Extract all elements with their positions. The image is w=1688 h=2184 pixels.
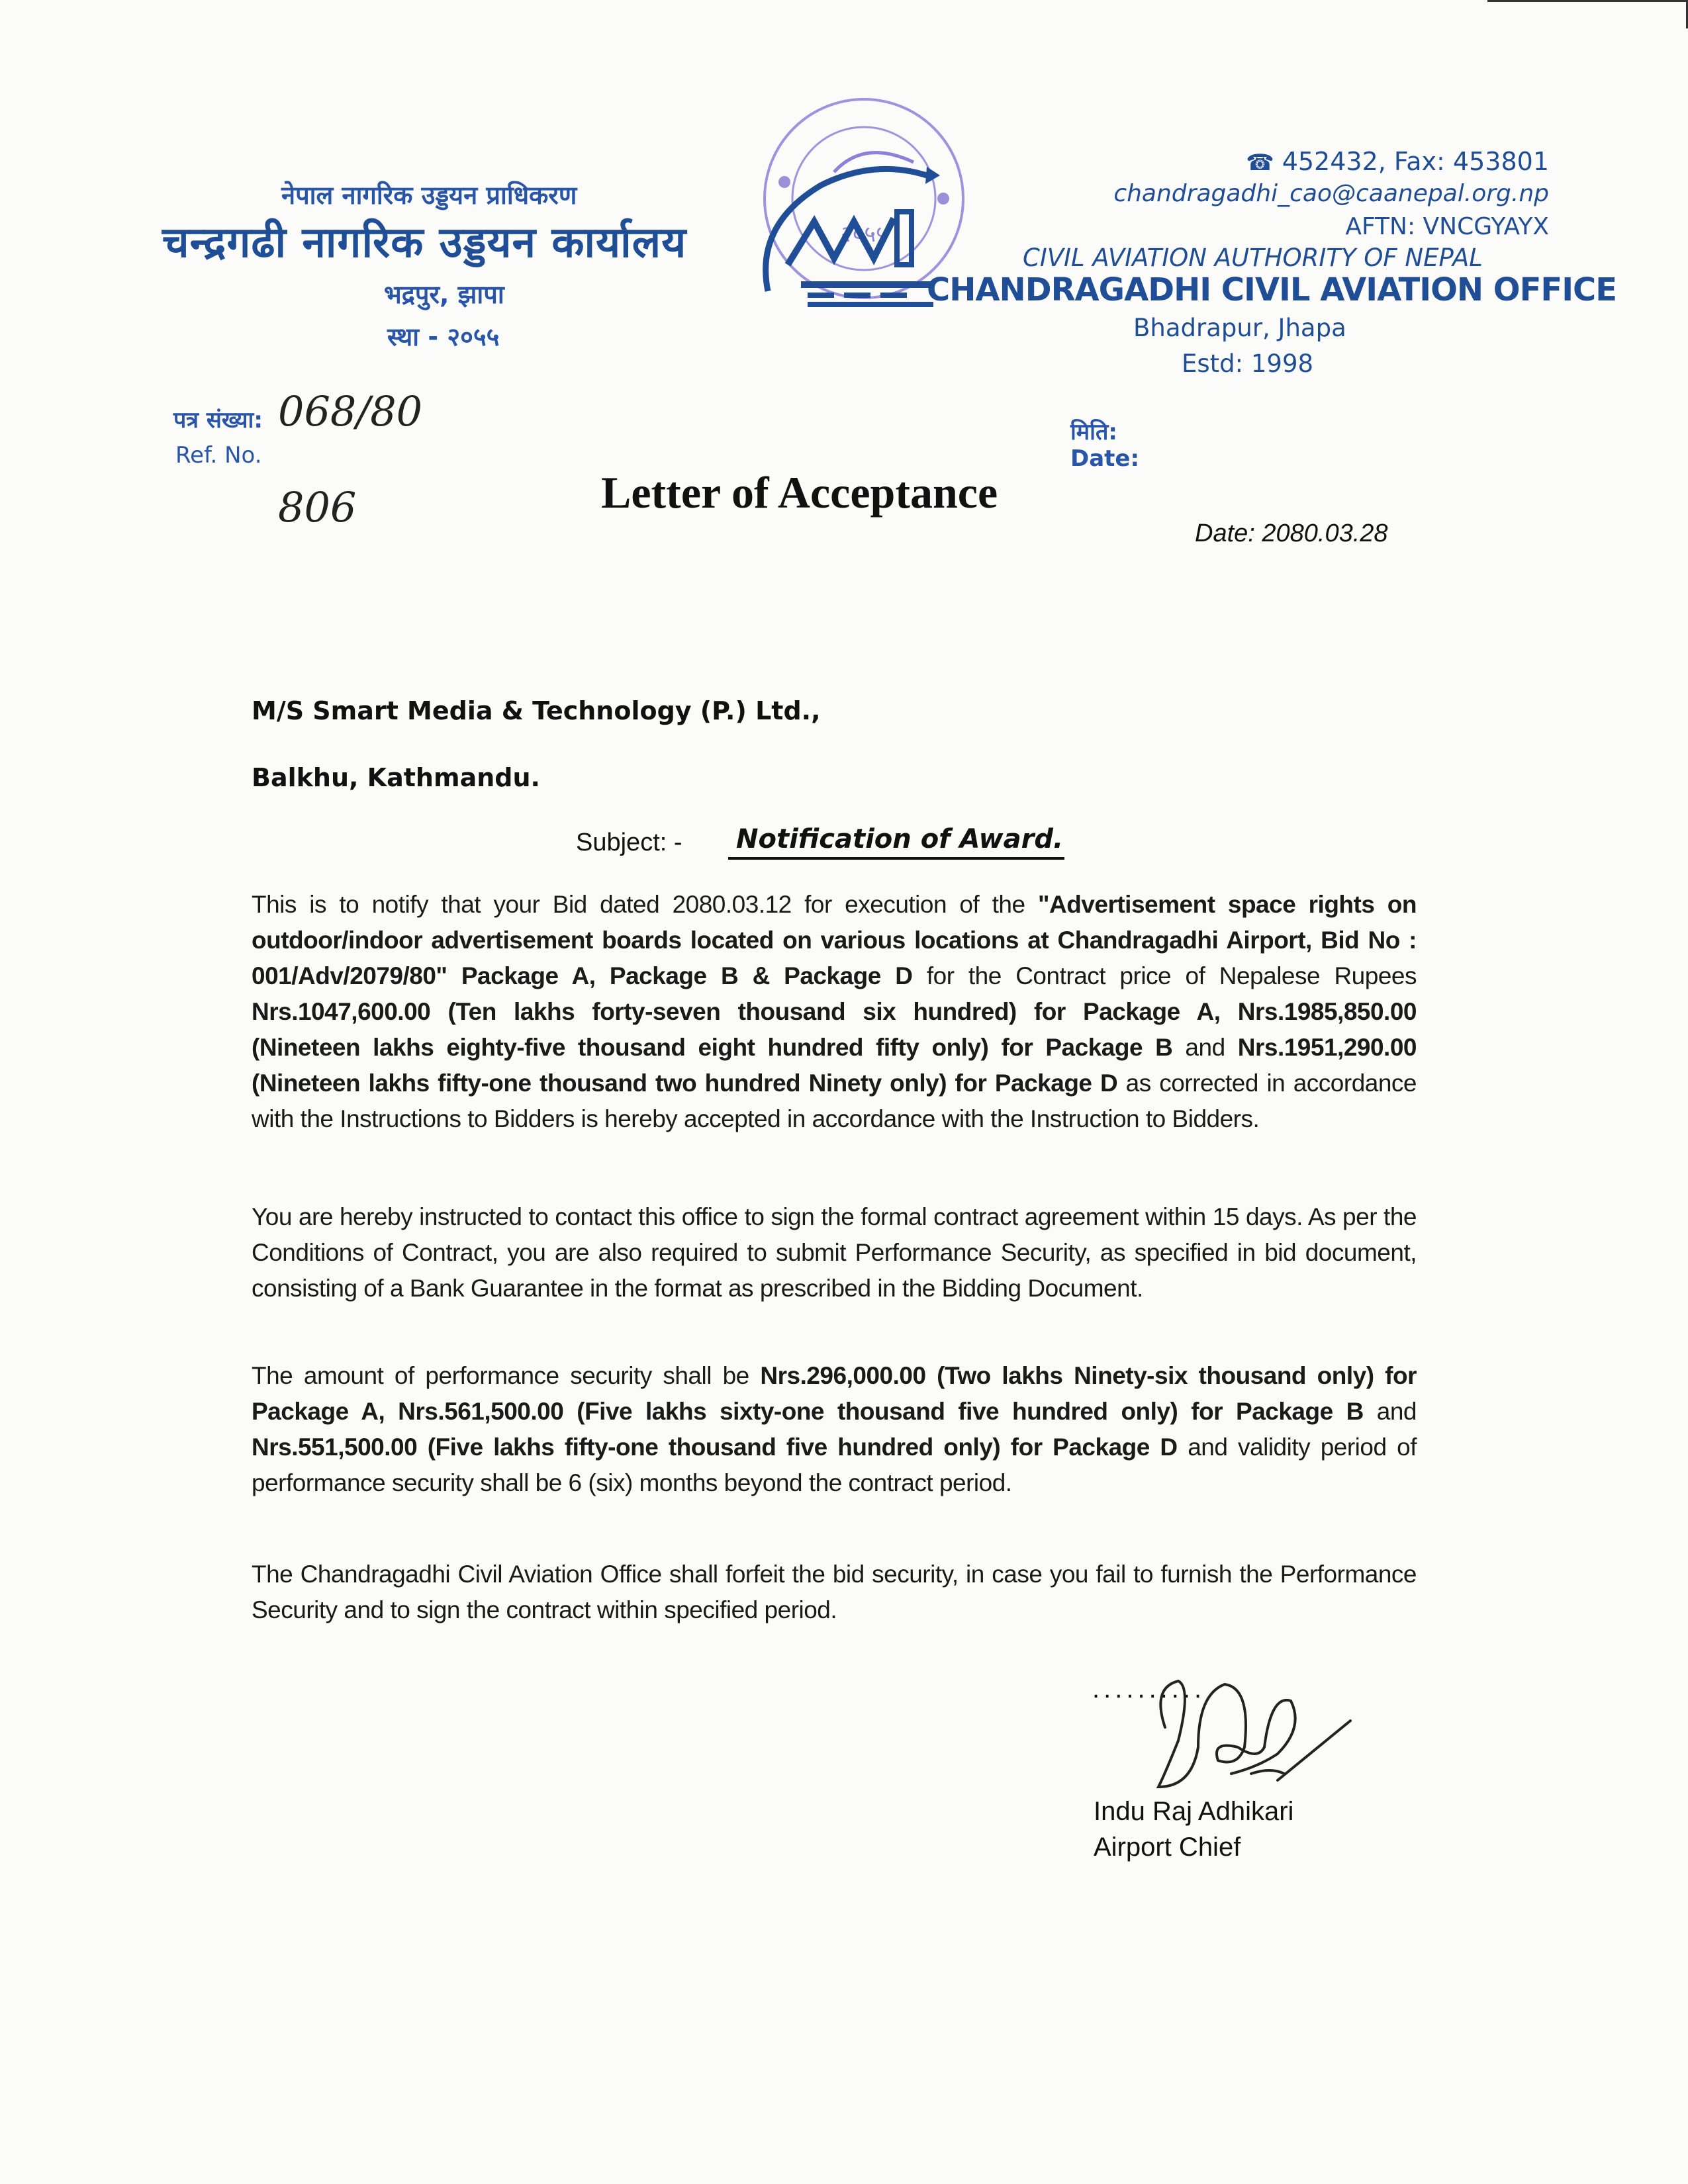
english-office-name: CHANDRAGADHI CIVIL AVIATION OFFICE [927,271,1617,308]
document-title: Letter of Acceptance [601,467,998,518]
p3-security-d: Nrs.551,500.00 (Five lakhs fifty-one thousand five hundred only) for Package D [252,1433,1178,1461]
signature-dotted-line: .......... [1092,1674,1206,1704]
nepali-location: भद्रपुर, झापा [384,280,504,309]
english-established: Estd: 1998 [1182,349,1314,378]
phone-fax-text: 452432, Fax: 453801 [1282,147,1549,176]
aftn-code: AFTN: VNCGYAYX [1345,213,1549,240]
email-address: chandragadhi_cao@caanepal.org.np [1113,180,1549,207]
nepali-office-name: चन्द्रगढी नागरिक उड्डयन कार्यालय [162,218,687,267]
date-label-english: Date: [1070,445,1140,472]
date-label-nepali: मिति: [1070,419,1117,445]
recipient-name: M/S Smart Media & Technology (P.) Ltd., [252,696,821,725]
paragraph-award [252,887,1417,1137]
signatory-name: Indu Raj Adhikari [1094,1797,1294,1826]
p1-price-d: Nrs.1951,290.00 (Nineteen lakhs fifty-one thousand two hundred Ninety only) for Package D [252,1034,1417,1097]
subject-label: Subject: - [576,829,682,856]
signatory-designation: Airport Chief [1094,1833,1241,1862]
p1-text-1: This is to notify that your Bid dated 2080.03.12 for execution of the [252,891,1038,918]
english-authority-name: CIVIL AVIATION AUTHORITY OF NEPAL [1023,244,1483,272]
scan-edge-mark [1487,0,1688,28]
handwritten-dispatch-number: 806 [278,483,357,531]
p3-security-a-b: Nrs.296,000.00 (Two lakhs Ninety-six thousand only) for Package A, Nrs.561,500.00 (Five lakhs sixty-one thousand five hundred only) for Package B [252,1362,1417,1425]
nepali-authority-name: नेपाल नागरिक उड्डयन प्राधिकरण [281,181,577,210]
phone-fax [1246,147,1549,176]
p1-prices-a-b: Nrs.1047,600.00 (Ten lakhs forty-seven thousand six hundred) for Package A, Nrs.1985,850.00 (Nineteen lakhs eighty-five thousand eight hundred fifty only) for Package B [252,998,1417,1061]
subject-text: Notification of Award. [728,824,1064,860]
english-location: Bhadrapur, Jhapa [1133,314,1346,342]
p1-text-3: and [1172,1034,1238,1061]
signature-scribble [1152,1674,1377,1794]
p1-text-2: for the Contract price of Nepalese Rupees [912,962,1417,989]
paragraph-performance-security [252,1358,1417,1501]
paragraph-contract-instructions: You are hereby instructed to contact this office to sign the formal contract agreement within 15 days. As per the Conditions of Contract, you are also required to submit Performance Security, as specified in bid document, consisting of a Bank Guarantee in the format as prescribed in the Bidding Document. [252,1203,1417,1302]
p1-text-4: as corrected in accordance with the Instructions to Bidders is hereby accepted in accordance with the Instruction to Bidders. [252,1069,1417,1132]
document-date: Date: 2080.03.28 [1195,520,1388,547]
svg-text:२०५५: २०५५ [841,221,888,248]
nepali-established: स्था - २०५५ [387,322,500,351]
ref-label-nepali: पत्र संख्या: [173,407,263,433]
p3-text-3: and validity period of performance security shall be 6 (six) months beyond the contract period. [252,1433,1417,1496]
ref-label-english: Ref. No. [175,442,262,469]
p3-text-1: The amount of performance security shall be [252,1362,761,1389]
recipient-address: Balkhu, Kathmandu. [252,763,540,792]
p1-bid-description: "Advertisement space rights on outdoor/indoor advertisement boards located on various locations at Chandragadhi Airport, Bid No : 001/Adv/2079/80" Package A, Package B & Package D [252,891,1417,989]
p3-text-2: and [1363,1398,1417,1425]
handwritten-ref-number: 068/80 [278,387,423,435]
paragraph-forfeit-notice: The Chandragadhi Civil Aviation Office shall forfeit the bid security, in case you fail to furnish the Performance Security and to sign the contract within specified period. [252,1561,1417,1623]
phone-icon: ☎ [1246,150,1274,176]
